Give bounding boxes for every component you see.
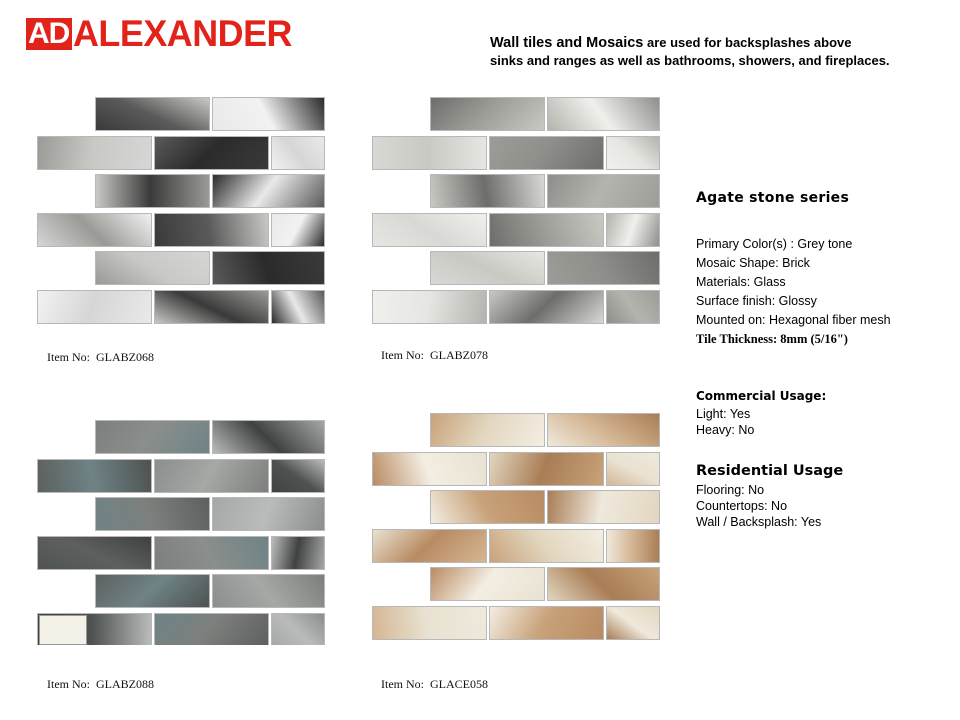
mosaic-tile [489, 529, 604, 563]
mosaic-tile [547, 97, 660, 131]
intro-text [490, 34, 930, 70]
product-label-sticker [39, 615, 87, 645]
mosaic-tile [95, 251, 210, 285]
item-code: GLABZ068 [96, 350, 154, 364]
mosaic-tile [37, 290, 152, 324]
item-label: Item No: [381, 348, 424, 362]
mosaic-tile [606, 213, 660, 247]
spec-tile-thickness: Tile Thickness: 8mm (5/16") [696, 332, 848, 346]
brand-logo [26, 13, 299, 54]
intro-rest-1: are used for backsplashes above [643, 35, 852, 50]
item-code: GLABZ078 [430, 348, 488, 362]
mosaic-tile [154, 290, 269, 324]
mosaic-tile [489, 452, 604, 486]
tile-image-glabz068 [37, 97, 325, 329]
item-code: GLACE058 [430, 677, 488, 691]
mosaic-tile [430, 174, 545, 208]
commercial-light: Light: Yes [696, 407, 751, 421]
residential-wall-backsplash: Wall / Backsplash: Yes [696, 515, 822, 529]
mosaic-tile [430, 413, 545, 447]
mosaic-tile [271, 613, 325, 646]
item-label: Item No: [381, 677, 424, 691]
mosaic-tile [372, 136, 487, 170]
mosaic-tile [606, 136, 660, 170]
mosaic-tile [489, 606, 604, 640]
mosaic-tile [212, 97, 325, 131]
mosaic-tile [154, 613, 269, 646]
spec-surface-finish: Surface finish: Glossy [696, 294, 817, 308]
residential-flooring: Flooring: No [696, 483, 765, 497]
mosaic-tile [489, 213, 604, 247]
mosaic-tile [154, 136, 269, 170]
mosaic-tile [271, 536, 325, 570]
item-label: Item No: [47, 677, 90, 691]
mosaic-tile [547, 567, 660, 601]
mosaic-tile [271, 290, 325, 324]
mosaic-tile [212, 174, 325, 208]
mosaic-tile [430, 567, 545, 601]
mosaic-tile [271, 213, 325, 247]
mosaic-tile [37, 136, 152, 170]
commercial-heavy: Heavy: No [696, 423, 755, 437]
spec-primary-color: Primary Color(s) : Grey tone [696, 237, 853, 251]
residential-countertops: Countertops: No [696, 499, 788, 513]
mosaic-tile [489, 136, 604, 170]
mosaic-tile [547, 490, 660, 524]
spec-list [696, 235, 891, 349]
item-code: GLABZ088 [96, 677, 154, 691]
mosaic-tile [430, 490, 545, 524]
tile-image-glace058 [372, 413, 660, 645]
tile-image-glabz078 [372, 97, 660, 329]
mosaic-tile [430, 97, 545, 131]
mosaic-tile [547, 174, 660, 208]
mosaic-tile [547, 251, 660, 285]
spec-materials: Materials: Glass [696, 275, 786, 289]
mosaic-tile [95, 574, 210, 608]
mosaic-tile [372, 606, 487, 640]
mosaic-tile [271, 459, 325, 493]
mosaic-tile [212, 497, 325, 531]
item-number-3 [47, 677, 154, 692]
mosaic-tile [212, 420, 325, 454]
mosaic-tile [489, 290, 604, 324]
spec-mosaic-shape: Mosaic Shape: Brick [696, 256, 810, 270]
mosaic-tile [95, 174, 210, 208]
mosaic-tile [37, 459, 152, 493]
mosaic-tile [37, 536, 152, 570]
mosaic-tile [154, 459, 269, 493]
item-number-2 [381, 348, 488, 363]
intro-lead: Wall tiles and Mosaics [490, 35, 644, 51]
mosaic-tile [606, 529, 660, 563]
mosaic-tile [37, 213, 152, 247]
mosaic-tile [547, 413, 660, 447]
mosaic-tile [154, 536, 269, 570]
mosaic-tile [212, 574, 325, 608]
mosaic-tile [430, 251, 545, 285]
mosaic-tile [372, 213, 487, 247]
logo-wordmark: ALEXANDER [73, 13, 293, 54]
item-number-4 [381, 677, 488, 692]
residential-usage-heading: Residential Usage [696, 463, 844, 479]
mosaic-tile [606, 452, 660, 486]
mosaic-tile [606, 606, 660, 640]
intro-rest-2: sinks and ranges as well as bathrooms, showers, and fireplaces. [490, 53, 890, 68]
mosaic-tile [372, 290, 487, 324]
tile-image-glabz088 [37, 420, 325, 645]
mosaic-tile [95, 420, 210, 454]
item-number-1 [47, 350, 154, 365]
mosaic-tile [212, 251, 325, 285]
commercial-usage-heading: Commercial Usage: [696, 389, 827, 403]
mosaic-tile [95, 97, 210, 131]
mosaic-tile [606, 290, 660, 324]
series-title: Agate stone series [696, 190, 850, 206]
spec-mounted-on: Mounted on: Hexagonal fiber mesh [696, 313, 891, 327]
mosaic-tile [372, 529, 487, 563]
logo-ad-mark: AD [26, 18, 72, 50]
mosaic-tile [95, 497, 210, 531]
mosaic-tile [271, 136, 325, 170]
mosaic-tile [372, 452, 487, 486]
item-label: Item No: [47, 350, 90, 364]
residential-usage-list [696, 482, 821, 530]
commercial-usage-list [696, 406, 754, 438]
mosaic-tile [154, 213, 269, 247]
